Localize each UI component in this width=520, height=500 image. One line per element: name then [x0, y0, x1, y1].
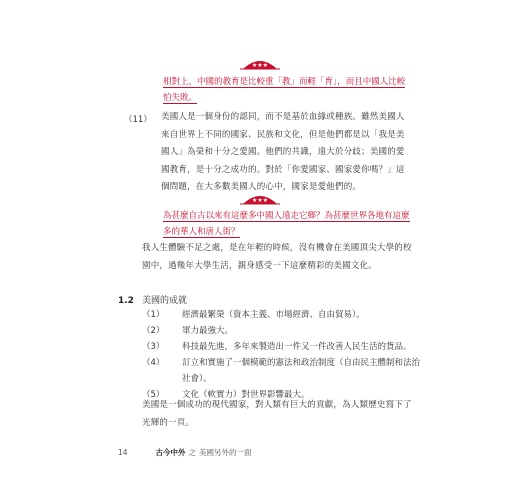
list-item	[142, 323, 442, 339]
highlight-line: 怕失敗。	[163, 93, 198, 103]
paragraph-line: 美國是一個成功的現代國家，對人類有巨大的貢獻，為人類歷史寫下了	[142, 400, 412, 410]
list-item-text: 軍力最強大。	[182, 326, 234, 336]
page-footer	[118, 447, 252, 458]
list-item-text: 科技最先進，多年來製造出一件又一件改善人民生活的貨品。	[182, 342, 412, 352]
star-banner-icon	[240, 191, 280, 205]
list-item-number: （3）	[142, 342, 165, 352]
list-item-number: （2）	[142, 326, 165, 336]
list-item-number: （1）	[142, 310, 165, 320]
section-number: 1.2	[118, 296, 134, 306]
paragraph-line: 光輝的一頁。	[142, 417, 195, 428]
paragraph-line: 來自世界上不同的國家、民族和文化，但是他們都是以「我是美	[161, 129, 405, 140]
paragraph-line: 國人」為榮和十分之愛國。他們的共識，遠大於分歧；美國的愛	[161, 147, 405, 157]
paragraph-11	[161, 109, 405, 197]
list-item-number: （5）	[142, 390, 165, 400]
list-item	[142, 355, 442, 387]
highlighted-statement	[163, 74, 433, 106]
list-item-number: （4）	[142, 358, 165, 368]
section-heading	[118, 293, 187, 306]
star-banner-icon	[240, 56, 280, 70]
list-item	[142, 339, 442, 355]
page-number: 14	[118, 448, 128, 457]
book-title: 古今中外	[155, 448, 186, 457]
list-item	[142, 307, 442, 323]
highlighted-question	[163, 208, 433, 240]
paragraph-experience	[142, 240, 412, 275]
paragraph-closing	[142, 397, 412, 432]
paragraph-line: 國教育，是十分之成功的。對於「你愛國家、國家愛你嗎？」這	[161, 164, 405, 175]
list-item-text: 文化（軟實力）對世界影響最大。	[182, 390, 310, 400]
paragraph-line: 個問題，在大多數美國人的心中，國家是愛他們的。	[161, 182, 362, 192]
paragraph-number: （11）	[124, 115, 152, 125]
achievements-list	[142, 307, 442, 403]
list-item-text: 社會）。	[182, 374, 212, 384]
paragraph-line: 園中，過幾年大學生活，親身感受一下這麼精彩的美國文化。	[142, 260, 377, 271]
svg-text:★★★: ★★★	[251, 197, 269, 204]
highlight-line: 為甚麼自古以來有這麼多中國人遠走它鄉？為甚麼世界各地有這麼	[163, 211, 410, 221]
list-item-text: 經濟最繁榮（資本主義、市場經濟、自由貿易）。	[182, 310, 365, 320]
title-separator: 之	[188, 448, 197, 457]
highlight-line: 相對上，中國的教育是比較重「教」而輕「育」，而且中國人比較	[163, 77, 406, 87]
paragraph-line: 我人生體驗不足之處，是在年輕的時候，沒有機會在美國頂尖大學的校	[142, 243, 412, 253]
section-title: 美國的成就	[141, 296, 187, 306]
svg-text:★★★: ★★★	[251, 62, 269, 69]
paragraph-line: 美國人是一個身份的認同，而不是基於血緣或種族。雖然美國人	[161, 112, 405, 122]
book-subtitle: 美國另外的一面	[199, 448, 252, 457]
list-item-text: 訂立和實施了一個模範的憲法和政治制度（自由民主體制和法治	[182, 358, 421, 368]
highlight-line: 多的華人和唐人街？	[163, 227, 240, 237]
